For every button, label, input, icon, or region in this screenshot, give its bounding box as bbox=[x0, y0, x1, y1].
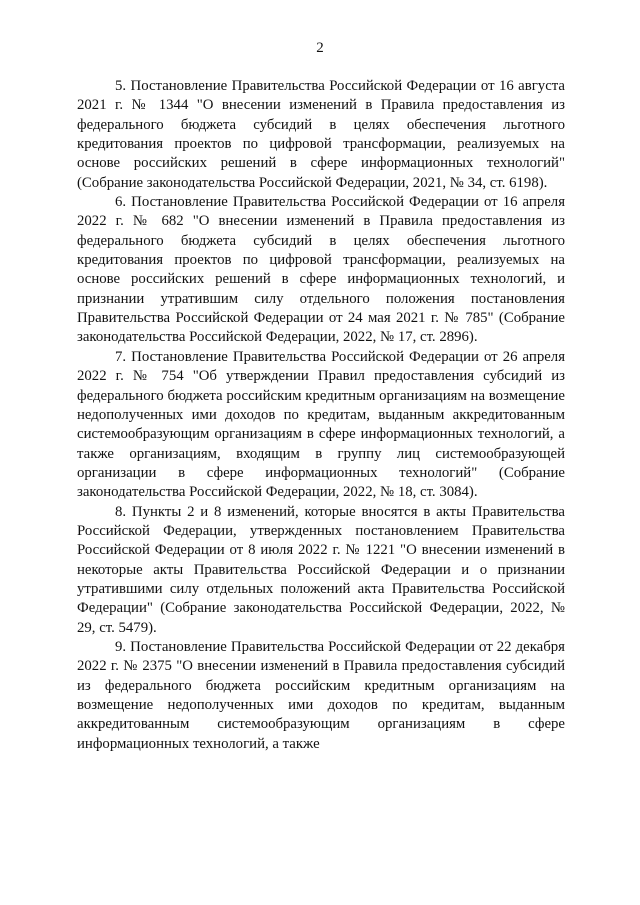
list-item-9: 9. Постановление Правительства Российской Федерации от 22 декабря 2022 г. № 2375 "О внесении изменений в Правила предоставления субсидий из федерального бюджета российским кредитным организациям на возмещение недополученных ими доходов по кредитам, выданным аккредитованным системообразующим организациям в сфере информационных технологий, а также bbox=[77, 638, 565, 752]
document-body bbox=[77, 77, 565, 754]
list-item-8: 8. Пункты 2 и 8 изменений, которые вносятся в акты Правительства Российской Федерации, утвержденных постановлением Правительства Российской Федерации от 8 июля 2022 г. № 1221 "О внесении изменений в некоторые акты Правительства Российской Федерации и о признании утратившими силу отдельных положений акта Правительства Российской Федерации" (Собрание законодательства Российской Федерации, 2022, № 29, ст. 5479). bbox=[77, 503, 565, 636]
page-number: 2 bbox=[316, 40, 324, 56]
list-item-7: 7. Постановление Правительства Российской Федерации от 26 апреля 2022 г. № 754 "Об утверждении Правил предоставления субсидий из федерального бюджета российским кредитным организациям на возмещение недополученных ими доходов по кредитам, выданным аккредитованным системообразующим организациям в сфере информационных технологий, а также организациям, входящим в группу лиц системообразующей организации в сфере информационных технологий" (Собрание законодательства Российской Федерации, 2022, № 18, ст. 3084). bbox=[77, 348, 565, 501]
list-item-6: 6. Постановление Правительства Российской Федерации от 16 апреля 2022 г. № 682 "О внесении изменений в Правила предоставления из федерального бюджета субсидий в целях обеспечения льготного кредитования проектов по цифровой трансформации, реализуемых на основе российских решений в сфере информационных технологий, и признании утратившим силу отдельного положения постановления Правительства Российской Федерации от 24 мая 2021 г. № 785" (Собрание законодательства Российской Федерации, 2022, № 17, ст. 2896). bbox=[77, 194, 565, 346]
list-item-5: 5. Постановление Правительства Российской Федерации от 16 августа 2021 г. № 1344 "О внесении изменений в Правила предоставления из федерального бюджета субсидий в целях обеспечения льготного кредитования проектов по цифровой трансформации, реализуемых на основе российских решений в сфере информационных технологий" (Собрание законодательства Российской Федерации, 2021, № 34, ст. 6198). bbox=[77, 78, 565, 191]
